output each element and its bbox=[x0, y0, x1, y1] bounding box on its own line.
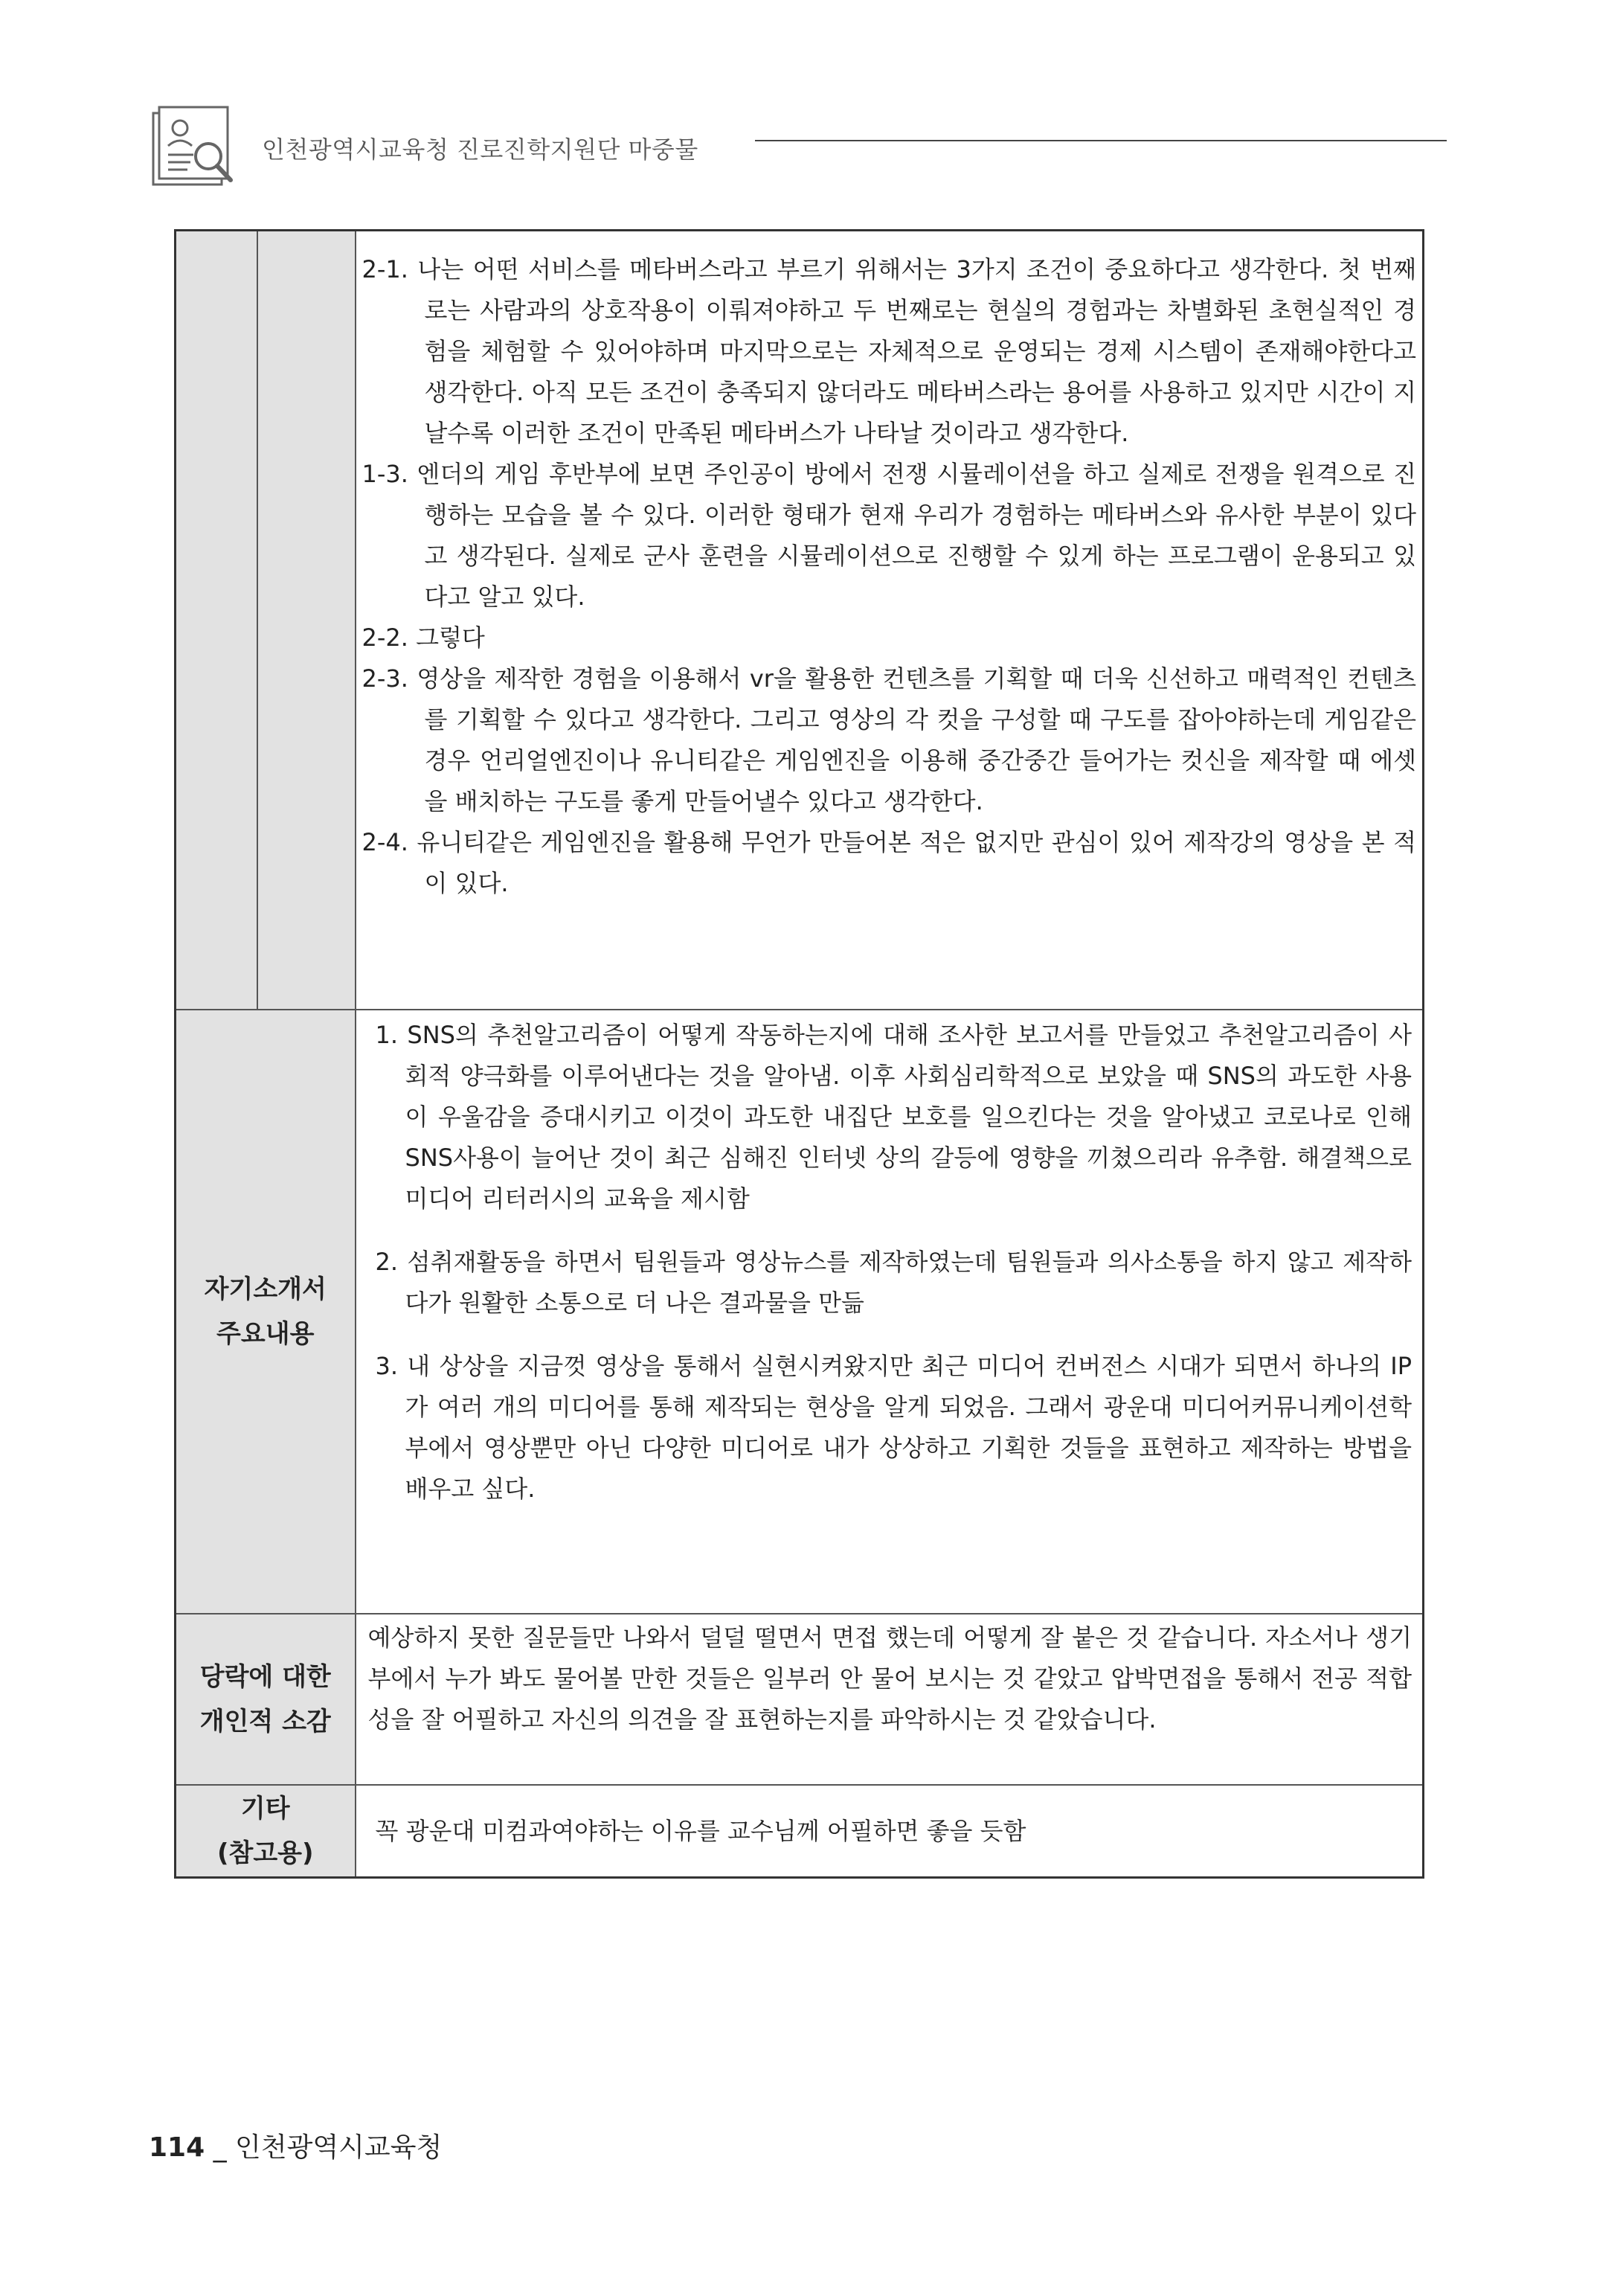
interview-answers-cell bbox=[356, 231, 1424, 1010]
footer-org: 인천광역시교육청 bbox=[235, 2132, 443, 2163]
interview-table bbox=[174, 229, 1424, 1879]
impression-cell bbox=[356, 1614, 1424, 1785]
page-number: 114 bbox=[149, 2132, 205, 2163]
header-divider bbox=[755, 140, 1447, 141]
page-footer bbox=[149, 2126, 442, 2164]
table-row bbox=[176, 1010, 1424, 1614]
self-intro-item: 2. 섬취재활동을 하면서 팀원들과 영상뉴스를 제작하였는데 팀원들과 의사소통을 하지 않고 제작하다가 원활한 소통으로 더 나은 결과물을 만듦 bbox=[375, 1248, 1412, 1317]
header-title: 인천광역시교육청 진로진학지원단 마중물 bbox=[262, 135, 698, 164]
label-cell-empty bbox=[176, 231, 257, 1010]
answer-item: 2-2. 그렇다 bbox=[361, 623, 485, 652]
answer-item: 1-3. 엔더의 게임 후반부에 보면 주인공이 방에서 전쟁 시뮬레이션을 하고 실제로 전쟁을 원격으로 진행하는 모습을 볼 수 있다. 이러한 형태가 현재 우리가 경험하는 메타버스와 유사한 부분이 있다고 생각된다. 실제로 군사 훈련을 시뮬레이션으로 진행할 수 있게 하는 프로그램이 운용되고 있다고 알고 있다. bbox=[361, 460, 1416, 611]
table-row bbox=[176, 1785, 1424, 1878]
etc-label bbox=[176, 1785, 356, 1878]
table-row bbox=[176, 231, 1424, 1010]
impression-label bbox=[176, 1614, 356, 1785]
self-intro-cell bbox=[356, 1010, 1424, 1614]
self-intro-label-line1: 자기소개서 bbox=[204, 1274, 327, 1304]
label-cell-empty bbox=[257, 231, 356, 1010]
impression-label-line1: 당락에 대한 bbox=[199, 1662, 331, 1692]
self-intro-label-line2: 주요내용 bbox=[216, 1319, 315, 1349]
etc-label-line1: 기타 bbox=[240, 1794, 290, 1824]
answer-item: 2-3. 영상을 제작한 경험을 이용해서 vr을 활용한 컨텐츠를 기획할 때 더욱 신선하고 매력적인 컨텐츠를 기획할 수 있다고 생각한다. 그리고 영상의 각 컷을 구성할 때 구도를 잡아야하는데 게임같은 경우 언리얼엔진이나 유니티같은 게임엔진을 이용해 중간중간 들어가는 컷신을 제작할 때 에셋을 배치하는 구도를 좋게 만들어낼수 있다고 생각한다. bbox=[361, 664, 1416, 815]
impression-text: 예상하지 못한 질문들만 나와서 덜덜 떨면서 면접 했는데 어떻게 잘 붙은 것 같습니다. 자소서나 생기부에서 누가 봐도 물어볼 만한 것들은 일부러 안 물어 보시는 것 같았고 압박면접을 통해서 전공 적합성을 잘 어필하고 자신의 의견을 잘 표현하는지를 파악하시는 것 같았습니다. bbox=[367, 1623, 1412, 1734]
self-intro-label bbox=[176, 1010, 356, 1614]
answer-item: 2-1. 나는 어떤 서비스를 메타버스라고 부르기 위해서는 3가지 조건이 중요하다고 생각한다. 첫 번째로는 사람과의 상호작용이 이뤄져야하고 두 번째로는 현실의 경험과는 차별화된 초현실적인 경험을 체험할 수 있어야하며 마지막으로는 자체적으로 운영되는 경제 시스템이 존재해야한다고 생각한다. 아직 모든 조건이 충족되지 않더라도 메타버스라는 용어를 사용하고 있지만 시간이 지날수록 이러한 조건이 만족된 메타버스가 나타날 것이라고 생각한다. bbox=[361, 255, 1416, 447]
self-intro-item: 1. SNS의 추천알고리즘이 어떻게 작동하는지에 대해 조사한 보고서를 만들었고 추천알고리즘이 사회적 양극화를 이루어낸다는 것을 알아냄. 이후 사회심리학적으로 보았을 때 SNS의 과도한 사용이 우울감을 증대시키고 이것이 과도한 내집단 보호를 일으킨다는 것을 알아냈고 코로나로 인해 SNS사용이 늘어난 것이 최근 심해진 인터넷 상의 갈등에 영향을 끼쳤으리라 유추함. 해결책으로 미디어 리터러시의 교육을 제시함 bbox=[375, 1021, 1412, 1213]
impression-label-line2: 개인적 소감 bbox=[199, 1707, 331, 1737]
answer-item: 2-4. 유니티같은 게임엔진을 활용해 무언가 만들어본 적은 없지만 관심이 있어 제작강의 영상을 본 적이 있다. bbox=[361, 828, 1416, 897]
self-intro-item: 3. 내 상상을 지금껏 영상을 통해서 실현시켜왔지만 최근 미디어 컨버전스 시대가 되면서 하나의 IP가 여러 개의 미디어를 통해 제작되는 현상을 알게 되었음. 그래서 광운대 미디어커뮤니케이션학부에서 영상뿐만 아닌 다양한 미디어로 내가 상상하고 기획한 것들을 표현하고 제작하는 방법을 배우고 싶다. bbox=[375, 1352, 1412, 1503]
page-header bbox=[149, 95, 1447, 192]
etc-cell bbox=[356, 1785, 1424, 1878]
footer-separator: _ bbox=[205, 2132, 236, 2163]
table-row bbox=[176, 1614, 1424, 1785]
document-search-icon bbox=[149, 103, 238, 189]
etc-text: 꼭 광운대 미컴과여야하는 이유를 교수님께 어필하면 좋을 듯함 bbox=[375, 1816, 1026, 1845]
etc-label-line2: (참고용) bbox=[216, 1838, 314, 1868]
